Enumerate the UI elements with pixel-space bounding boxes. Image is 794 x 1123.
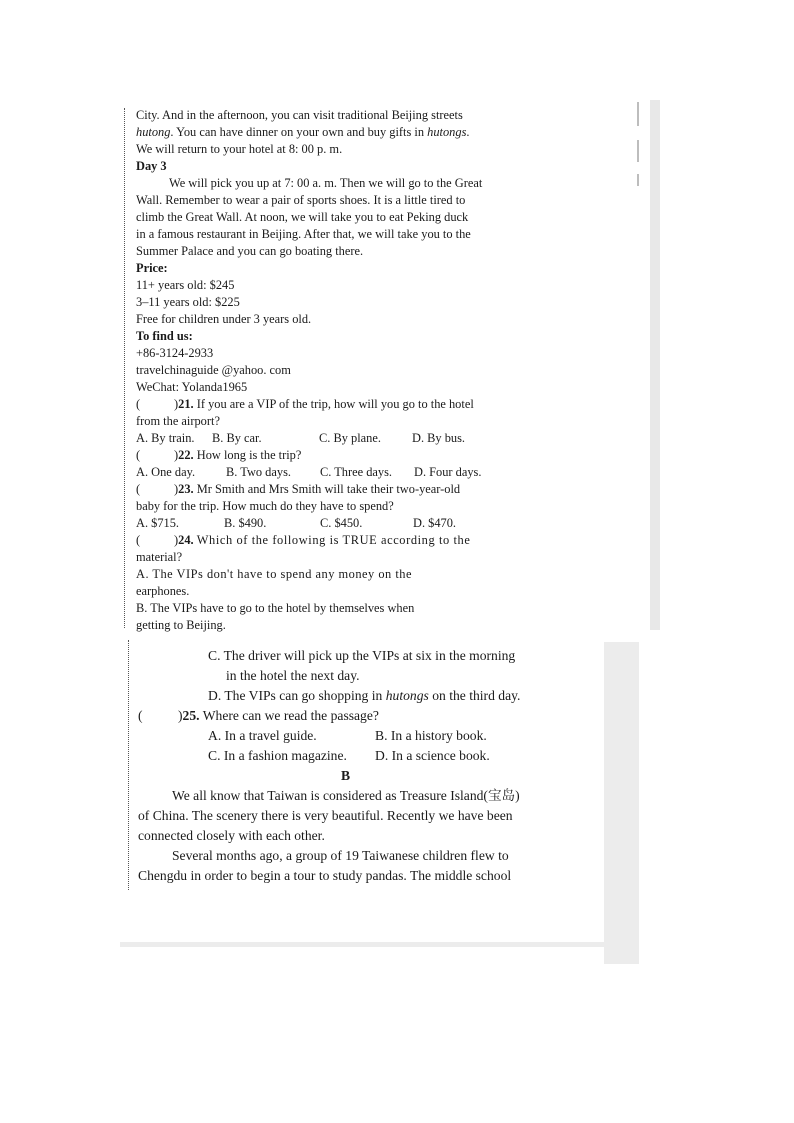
answer-blank[interactable]: (: [138, 708, 143, 723]
day3-heading: Day 3: [136, 159, 167, 173]
question-21: ( )21. If you are a VIP of the trip, how will you go to the hotel: [136, 397, 474, 411]
question-23: ( )23. Mr Smith and Mrs Smith will take their two-year-old: [136, 482, 461, 496]
question-text-cont: material?: [136, 550, 183, 564]
question-number: 24.: [178, 533, 194, 547]
options-row: [208, 726, 553, 746]
contact-wechat: WeChat: Yolanda1965: [136, 380, 248, 394]
reading-passage-a: [136, 107, 586, 634]
option-a[interactable]: A. By train.: [136, 431, 195, 445]
binding-dotted-line: [128, 640, 129, 890]
passage-b-line: of China. The scenery there is very beautiful. Recently we have been: [138, 808, 513, 823]
answer-blank[interactable]: (: [136, 397, 141, 411]
option-a[interactable]: A. The VIPs don't have to spend any money on the: [136, 567, 412, 581]
option-d[interactable]: D. In a science book.: [375, 748, 490, 763]
contact-email: travelchinaguide @yahoo. com: [136, 363, 291, 377]
question-text: Where can we read the passage?: [202, 708, 379, 723]
day3-line: climb the Great Wall. At noon, we will take you to eat Peking duck: [136, 210, 469, 224]
options-row: [136, 464, 586, 481]
answer-blank[interactable]: (: [136, 482, 141, 496]
question-text: If you are a VIP of the trip, how will you go to the hotel: [196, 397, 474, 411]
option-c[interactable]: C. By plane.: [319, 431, 381, 445]
option-a-cont: earphones.: [136, 584, 190, 598]
question-25: ( )25. Where can we read the passage?: [138, 706, 553, 726]
option-b[interactable]: B. In a history book.: [375, 728, 487, 743]
intro-line: We will return to your hotel at 8: 00 p. m.: [136, 142, 343, 156]
option-b[interactable]: B. The VIPs have to go to the hotel by themselves when: [136, 601, 415, 615]
contact-phone: +86-3124-2933: [136, 346, 214, 360]
price-heading: Price:: [136, 261, 168, 275]
question-number: 22.: [178, 448, 194, 462]
option-c[interactable]: C. $450.: [320, 516, 363, 530]
question-24: ( )24. Which of the following is TRUE according to the: [136, 533, 471, 547]
contact-heading: To find us:: [136, 329, 193, 343]
option-d[interactable]: D. By bus.: [412, 431, 466, 445]
price-line: Free for children under 3 years old.: [136, 312, 312, 326]
day3-line: Wall. Remember to wear a pair of sports shoes. It is a little tired to: [136, 193, 466, 207]
option-b[interactable]: B. By car.: [212, 431, 262, 445]
day3-line: Summer Palace and you can go boating there.: [136, 244, 364, 258]
question-text: Which of the following is TRUE according to the: [196, 533, 471, 547]
passage-b-line: Chengdu in order to begin a tour to study pandas. The middle school: [138, 868, 512, 883]
option-d[interactable]: D. $470.: [413, 516, 457, 530]
option-d[interactable]: D. Four days.: [414, 465, 482, 479]
question-number: 25.: [182, 708, 200, 723]
section-b-heading: B: [340, 768, 351, 783]
scan-edge-strip: [650, 100, 660, 630]
binding-dotted-line: [124, 108, 125, 628]
option-b[interactable]: B. Two days.: [226, 465, 291, 479]
scan-gray-panel: [604, 642, 639, 964]
day3-line: in a famous restaurant in Beijing. After that, we will take you to the: [136, 227, 471, 241]
scan-bottom-rule: [120, 942, 606, 947]
question-text-cont: from the airport?: [136, 414, 220, 428]
option-b[interactable]: B. $490.: [224, 516, 267, 530]
question-number: 21.: [178, 397, 194, 411]
answer-blank[interactable]: (: [136, 533, 141, 547]
price-line: 11+ years old: $245: [136, 278, 235, 292]
option-a[interactable]: A. One day.: [136, 465, 196, 479]
scan-edge-mark: [637, 102, 639, 126]
day3-line: We will pick you up at 7: 00 a. m. Then we will go to the Great: [169, 176, 483, 190]
option-b-cont: getting to Beijing.: [136, 618, 226, 632]
intro-line: City. And in the afternoon, you can visit traditional Beijing streets: [136, 108, 463, 122]
passage-b-line: connected closely with each other.: [138, 828, 325, 843]
passage-b-line: We all know that Taiwan is considered as Treasure Island(宝岛): [172, 788, 520, 803]
intro-line: hutong. You can have dinner on your own and buy gifts in hutongs.: [136, 125, 470, 139]
option-c[interactable]: C. The driver will pick up the VIPs at six in the morning: [208, 648, 516, 663]
options-row: [208, 746, 553, 766]
option-a[interactable]: A. In a travel guide.: [208, 728, 317, 743]
reading-continuation: [138, 646, 553, 886]
scan-edge-mark: [637, 140, 639, 162]
scan-edge-mark: [637, 174, 639, 186]
answer-blank[interactable]: (: [136, 448, 141, 462]
price-line: 3–11 years old: $225: [136, 295, 240, 309]
question-text: Mr Smith and Mrs Smith will take their two-year-old: [196, 482, 461, 496]
options-row: [136, 430, 586, 447]
option-c[interactable]: C. Three days.: [320, 465, 393, 479]
option-d[interactable]: D. The VIPs can go shopping in hutongs on the third day.: [208, 688, 521, 703]
question-number: 23.: [178, 482, 194, 496]
options-row: [136, 515, 586, 532]
question-22: ( )22. How long is the trip?: [136, 448, 302, 462]
option-c-cont: in the hotel the next day.: [226, 668, 360, 683]
question-text: How long is the trip?: [196, 448, 302, 462]
option-c[interactable]: C. In a fashion magazine.: [208, 748, 347, 763]
option-a[interactable]: A. $715.: [136, 516, 180, 530]
passage-b-line: Several months ago, a group of 19 Taiwanese children flew to: [172, 848, 509, 863]
question-text-cont: baby for the trip. How much do they have to spend?: [136, 499, 394, 513]
